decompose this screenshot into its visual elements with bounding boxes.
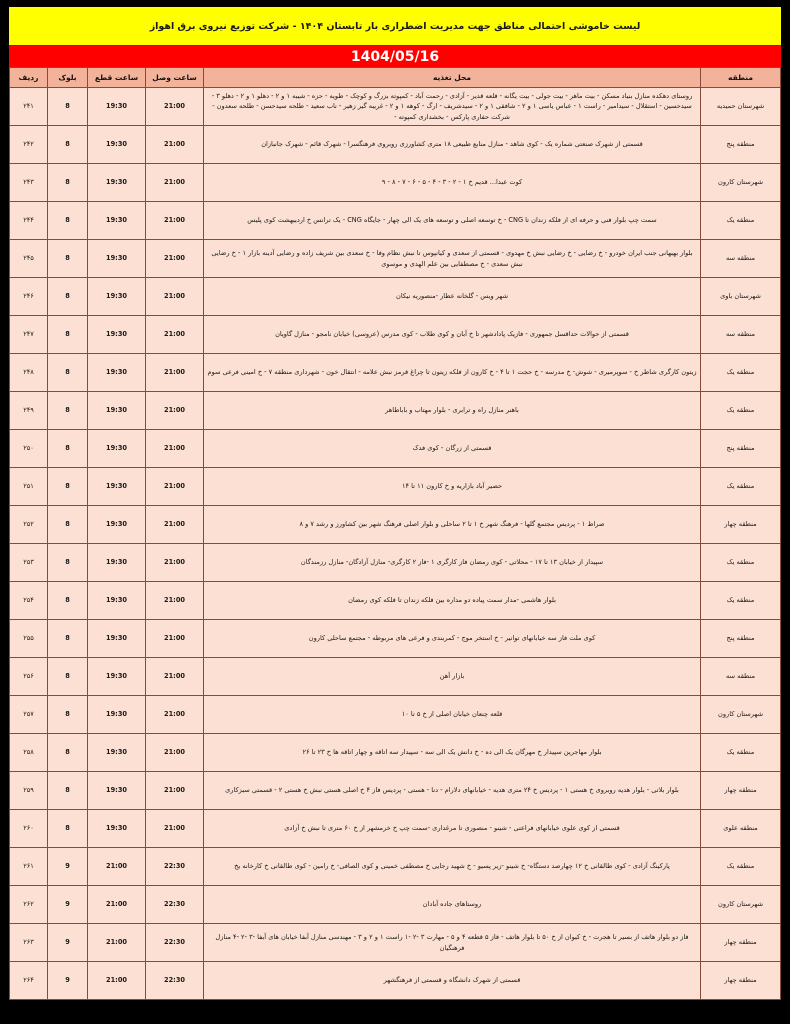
column-header-off: ساعت قطع: [88, 68, 146, 88]
cell-off: 21:00: [88, 924, 146, 962]
table-row: [10, 506, 781, 544]
cell-feed: شهر ویس - گلخانه عطار -منصوریه نیکان: [204, 278, 701, 316]
table-row: [10, 164, 781, 202]
column-header-row: ردیف: [10, 68, 48, 88]
cell-row: ۲۴۸: [10, 354, 48, 392]
cell-feed: قسمتی از شهرک صنعتی شماره یک - کوی شاهد - منازل منابع طبیعی ۱۸ متری کشاورزی روبروی فرهنگسرا - شهرک قائم - شهرک جانبازان: [204, 126, 701, 164]
column-header-block: بلوک: [48, 68, 88, 88]
cell-row: ۲۶۲: [10, 886, 48, 924]
cell-row: ۲۴۵: [10, 240, 48, 278]
cell-off: 19:30: [88, 772, 146, 810]
cell-row: ۲۴۱: [10, 88, 48, 126]
cell-on: 21:00: [146, 88, 204, 126]
cell-feed: قسمتی از شهرک دانشگاه و قسمتی از فرهنگشهر: [204, 962, 701, 1000]
table-header-row: [10, 68, 781, 88]
cell-feed: بلوار مهاجرین سپیدار خ مهرگان یک الی ده - خ دانش یک الی سه - سپیدار سه اتاقه و چهار اتاقه ها خ ۲۳ تا ۲۶: [204, 734, 701, 772]
cell-row: ۲۵۰: [10, 430, 48, 468]
cell-feed: بلوار بهبهانی جنب ایران خودرو - خ رضایی - خ رضایی نبش خ مهدوی - قسمتی از سعدی و کیانپوس تا نبش نظام وفا - خ سعدی بین شریف زاده و رضایی آدینه بازار ۱ - خ رضایی نبش سعدی - خ مصطفایی بین علم الهدی و موسوی: [204, 240, 701, 278]
cell-off: 19:30: [88, 544, 146, 582]
cell-feed: بازار آهن: [204, 658, 701, 696]
table-row: [10, 848, 781, 886]
cell-off: 19:30: [88, 430, 146, 468]
cell-off: 19:30: [88, 620, 146, 658]
cell-row: ۲۵۱: [10, 468, 48, 506]
column-header-on: ساعت وصل: [146, 68, 204, 88]
cell-on: 21:00: [146, 278, 204, 316]
cell-zone: منطقه چهار: [701, 506, 781, 544]
cell-feed: بلوار هاشمی -مدار سمت پیاده دو مداره بین فلکه زندان تا فلکه کوی رمضان: [204, 582, 701, 620]
cell-feed: پارکینگ آزادی - کوی طالقانی خ ۱۲ چهارصد دستگاه- خ شینو -زیر پسیو - خ شهید رجایی خ مصطفی خمینی و کوی الصافی- خ رامین - کوی طالقانی خ کارخانه یخ: [204, 848, 701, 886]
cell-off: 19:30: [88, 696, 146, 734]
schedule-date: 1404/05/16: [350, 48, 440, 65]
cell-row: ۲۵۸: [10, 734, 48, 772]
cell-block: 8: [48, 202, 88, 240]
cell-feed: قسمتی از زرگان - کوی فدک: [204, 430, 701, 468]
cell-row: ۲۵۳: [10, 544, 48, 582]
cell-on: 22:30: [146, 924, 204, 962]
cell-block: 8: [48, 88, 88, 126]
table-row: [10, 468, 781, 506]
cell-off: 19:30: [88, 164, 146, 202]
cell-on: 21:00: [146, 240, 204, 278]
column-header-zone: منطقه: [701, 68, 781, 88]
cell-zone: شهرستان حمیدیه: [701, 88, 781, 126]
cell-block: 8: [48, 810, 88, 848]
cell-on: 21:00: [146, 164, 204, 202]
table-row: [10, 962, 781, 1000]
cell-zone: منطقه یک: [701, 582, 781, 620]
cell-zone: منطقه چهار: [701, 924, 781, 962]
cell-block: 8: [48, 164, 88, 202]
cell-row: ۲۵۴: [10, 582, 48, 620]
table-row: [10, 696, 781, 734]
cell-on: 21:00: [146, 392, 204, 430]
cell-row: ۲۴۳: [10, 164, 48, 202]
cell-on: 21:00: [146, 506, 204, 544]
cell-block: 8: [48, 278, 88, 316]
cell-zone: منطقه یک: [701, 468, 781, 506]
date-banner: [9, 45, 781, 67]
table-header: [10, 68, 781, 88]
table-row: [10, 620, 781, 658]
cell-zone: منطقه سه: [701, 316, 781, 354]
cell-block: 8: [48, 506, 88, 544]
cell-zone: شهرستان باوی: [701, 278, 781, 316]
cell-block: 8: [48, 240, 88, 278]
cell-off: 19:30: [88, 506, 146, 544]
table-row: [10, 392, 781, 430]
table-row: [10, 202, 781, 240]
cell-row: ۲۴۲: [10, 126, 48, 164]
cell-on: 21:00: [146, 316, 204, 354]
outage-table: [9, 67, 781, 1000]
cell-off: 19:30: [88, 88, 146, 126]
outage-sheet: [8, 6, 782, 1001]
cell-zone: منطقه سه: [701, 240, 781, 278]
cell-on: 21:00: [146, 696, 204, 734]
cell-on: 21:00: [146, 126, 204, 164]
cell-zone: منطقه یک: [701, 202, 781, 240]
cell-block: 8: [48, 126, 88, 164]
cell-feed: قسمتی از حوالات حداقسل جمهوری - فازیک پادادشهر تا خ آبان و کوی طلاب - کوی مدرس (عروسی) خیابان نامجو - منازل گاویان: [204, 316, 701, 354]
cell-on: 21:00: [146, 810, 204, 848]
column-header-feed: محل تغذیه: [204, 68, 701, 88]
cell-block: 8: [48, 696, 88, 734]
cell-zone: شهرستان کارون: [701, 886, 781, 924]
cell-block: 8: [48, 392, 88, 430]
cell-zone: منطقه پنج: [701, 620, 781, 658]
cell-zone: منطقه علوی: [701, 810, 781, 848]
cell-feed: باهنر منازل راه و ترابری - بلوار مهتاب و باباطاهر: [204, 392, 701, 430]
cell-zone: شهرستان کارون: [701, 696, 781, 734]
table-row: [10, 544, 781, 582]
cell-off: 19:30: [88, 658, 146, 696]
cell-feed: فاز دو بلوار هاتف از بسیر تا هجرت - خ کیوان از خ ۵۰ تا بلوار هاتف - فاز ۵ قطعه ۴ و ۵ - مهارت ۳ -۲ -۱ راست ۱ و ۲ و ۳ - مهندسی منازل آبفا خیابان های آبفا -۳ -۲ -۴ منازل فرهنگیان: [204, 924, 701, 962]
cell-row: ۲۴۷: [10, 316, 48, 354]
cell-zone: منطقه یک: [701, 848, 781, 886]
cell-off: 19:30: [88, 126, 146, 164]
cell-on: 22:30: [146, 886, 204, 924]
cell-block: 9: [48, 886, 88, 924]
cell-off: 19:30: [88, 734, 146, 772]
table-row: [10, 658, 781, 696]
table-row: [10, 924, 781, 962]
cell-block: 8: [48, 430, 88, 468]
cell-off: 19:30: [88, 392, 146, 430]
cell-row: ۲۶۱: [10, 848, 48, 886]
cell-zone: منطقه یک: [701, 734, 781, 772]
cell-feed: کوی ملت فاز سه خیابانهای توانیر - خ استخر موج - کمربندی و فرعی های مربوطه - مجتمع ساحلی کارون: [204, 620, 701, 658]
cell-block: 8: [48, 620, 88, 658]
cell-row: ۲۵۹: [10, 772, 48, 810]
cell-zone: منطقه پنج: [701, 430, 781, 468]
cell-off: 19:30: [88, 468, 146, 506]
cell-row: ۲۴۴: [10, 202, 48, 240]
cell-on: 21:00: [146, 582, 204, 620]
cell-on: 21:00: [146, 354, 204, 392]
cell-on: 21:00: [146, 658, 204, 696]
cell-row: ۲۵۲: [10, 506, 48, 544]
cell-off: 19:30: [88, 354, 146, 392]
cell-zone: منطقه یک: [701, 544, 781, 582]
cell-off: 19:30: [88, 240, 146, 278]
cell-on: 21:00: [146, 734, 204, 772]
cell-on: 21:00: [146, 772, 204, 810]
cell-on: 21:00: [146, 620, 204, 658]
cell-feed: صراط ۱ - پردیس مجتمع گلها - فرهنگ شهر خ ۱ تا ۲ ساحلی و بلوار اصلی فرهنگ شهر بین کشاورز و رشد ۷ و ۸: [204, 506, 701, 544]
table-row: [10, 886, 781, 924]
cell-zone: منطقه یک: [701, 392, 781, 430]
cell-off: 19:30: [88, 810, 146, 848]
cell-feed: قلعه چنعان خیابان اصلی از خ ۵ تا ۱۰: [204, 696, 701, 734]
cell-row: ۲۵۵: [10, 620, 48, 658]
table-row: [10, 240, 781, 278]
cell-row: ۲۴۹: [10, 392, 48, 430]
cell-block: 8: [48, 544, 88, 582]
cell-feed: سمت چپ بلوار فنی و حرفه ای از فلکه زندان تا CNG - خ توسعه اصلی و توسعه های یک الی چهار - جایگاه CNG - یک ترانس خ اردیبهشت کوی پلیس: [204, 202, 701, 240]
cell-off: 19:30: [88, 316, 146, 354]
table-row: [10, 582, 781, 620]
cell-off: 21:00: [88, 848, 146, 886]
cell-block: 8: [48, 316, 88, 354]
cell-off: 19:30: [88, 202, 146, 240]
cell-on: 21:00: [146, 202, 204, 240]
cell-off: 19:30: [88, 278, 146, 316]
page-title: لیست خاموشی احتمالی مناطق جهت مدیریت اضطراری بار تابستان ۱۴۰۴ - شرکت توزیع نیروی برق اهواز: [149, 20, 641, 32]
cell-off: 19:30: [88, 582, 146, 620]
table-row: [10, 354, 781, 392]
cell-on: 22:30: [146, 962, 204, 1000]
cell-row: ۲۴۶: [10, 278, 48, 316]
cell-block: 9: [48, 924, 88, 962]
cell-block: 8: [48, 658, 88, 696]
cell-zone: منطقه چهار: [701, 962, 781, 1000]
cell-on: 21:00: [146, 430, 204, 468]
cell-feed: روستای دهکده منازل بنیاد مسکن - بیت ماهر - بیت جولی - بیت یگانه - قلعه قدیر - آزادی - رحمت آباد - کمپوته بزرگ و کوچک - طویه - حزه - شیبه ۱ و ۲ - دهلو ۱ و ۲ - دهلو ۳ - سیدحسین - استقلال - سیدامیر - راست ۱ - عباس یاسی ۱ و ۲ - شافقی ۱ و ۲ - سیدشریف - ارگ - کوهه ۱ و ۲ - غریبه گیر زهیر - ناب سعید - طلحه سیدحسن - طلحه سعدون - شرکت حفاری پارکس - بخشداری کمپوته -: [204, 88, 701, 126]
cell-block: 8: [48, 772, 88, 810]
cell-on: 21:00: [146, 468, 204, 506]
cell-on: 22:30: [146, 848, 204, 886]
table-row: [10, 126, 781, 164]
cell-feed: سپیدار از خیابان ۱۳ تا ۱۷ - محلاتی - کوی رمضان فاز کارگری ۱ -فاز ۲ کارگری- منازل آزادگان- منازل رزمندگان: [204, 544, 701, 582]
title-banner: [9, 7, 781, 45]
cell-off: 21:00: [88, 886, 146, 924]
cell-block: 8: [48, 354, 88, 392]
cell-block: 8: [48, 468, 88, 506]
cell-block: 9: [48, 962, 88, 1000]
cell-zone: شهرستان کارون: [701, 164, 781, 202]
table-row: [10, 278, 781, 316]
cell-row: ۲۶۳: [10, 924, 48, 962]
cell-feed: زیتون کارگری شاطر خ - سوپرمیری - شوش- خ مدرسه - خ حجت ۱ تا ۴ - خ کارون از فلکه زیتون تا چراغ قرمز نبش علامه - انتقال خون - شهرداری منطقه ۷ - خ امینی فرعی سوم: [204, 354, 701, 392]
cell-feed: حصیر آباد بازاریه و خ کارون ۱۱ تا ۱۴: [204, 468, 701, 506]
cell-zone: منطقه یک: [701, 354, 781, 392]
cell-zone: منطقه چهار: [701, 772, 781, 810]
table-row: [10, 88, 781, 126]
cell-feed: کوت عبدا... قدیم خ ۱ - ۲ - ۳ - ۴ - ۵ - ۶ - ۷ - ۸ - ۹: [204, 164, 701, 202]
cell-row: ۲۵۶: [10, 658, 48, 696]
table-body: [10, 88, 781, 1000]
cell-feed: بلوار بلاتی - بلوار هدیه روبروی خ هستی ۱ - پردیس خ ۲۴ متری هدیه - خیابانهای دلارام - دنا - هستی - پردیس فاز ۴ خ اصلی هستی نبش خ هستی ۲ - قسمتی سبزکاری: [204, 772, 701, 810]
table-row: [10, 734, 781, 772]
cell-feed: روستاهای جاده آبادان: [204, 886, 701, 924]
table-row: [10, 316, 781, 354]
cell-off: 21:00: [88, 962, 146, 1000]
cell-zone: منطقه پنج: [701, 126, 781, 164]
cell-block: 8: [48, 734, 88, 772]
cell-block: 9: [48, 848, 88, 886]
cell-block: 8: [48, 582, 88, 620]
cell-row: ۲۶۰: [10, 810, 48, 848]
table-row: [10, 430, 781, 468]
cell-on: 21:00: [146, 544, 204, 582]
cell-row: ۲۵۷: [10, 696, 48, 734]
table-row: [10, 810, 781, 848]
table-row: [10, 772, 781, 810]
cell-zone: منطقه سه: [701, 658, 781, 696]
cell-feed: قسمتی از کوی علوی خیابانهای فراعتی - شینو - منصوری تا مرغداری -سمت چپ خ خرمشهر از خ ۶۰ متری تا نبش خ آزادی: [204, 810, 701, 848]
cell-row: ۲۶۴: [10, 962, 48, 1000]
